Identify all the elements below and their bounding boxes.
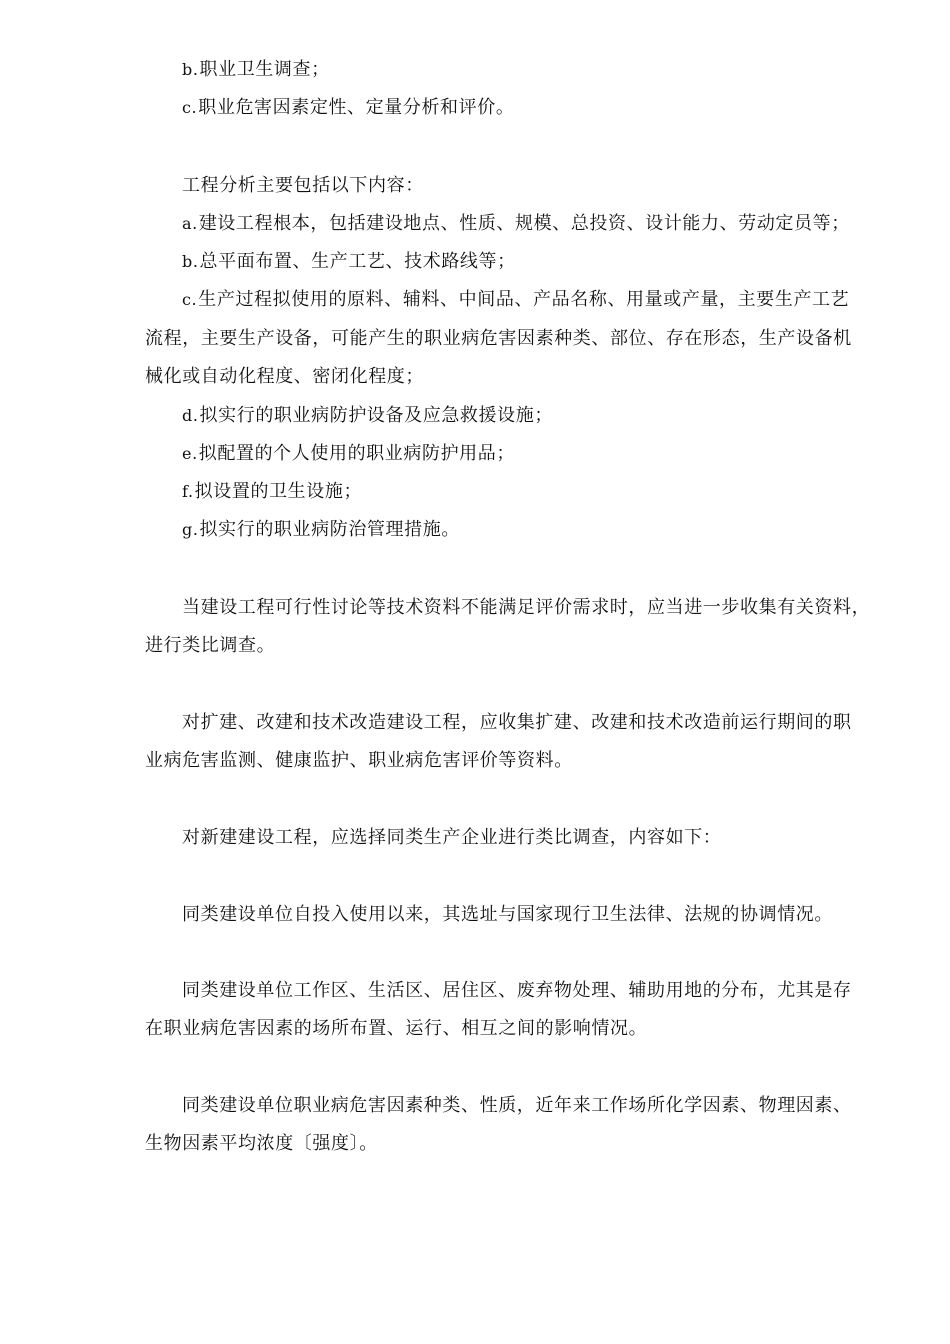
paragraph-line: 当建设工程可行性讨论等技术资料不能满足评价需求时，应当进一步收集有关资料，: [182, 597, 871, 618]
paragraph-line: 同类建设单位自投入使用以来，其选址与国家现行卫生法律、法规的协调情况。: [182, 904, 833, 925]
paragraph-line: 在职业病危害因素的场所布置、运行、相互之间的影响情况。: [145, 1018, 648, 1039]
list-item-c: [182, 288, 932, 312]
list-marker: g.: [182, 520, 199, 539]
paragraph-line: 对新建建设工程，应选择同类生产企业进行类比调查，内容如下：: [182, 827, 722, 848]
list-item-continuation: 械化或自动化程度、密闭化程度；: [145, 366, 424, 387]
list-item-text: 职业卫生调查；: [199, 59, 330, 80]
paragraph-line: 同类建设单位工作区、生活区、居住区、废弃物处理、辅助用地的分布，尤其是存: [182, 980, 852, 1001]
list-item-c: [182, 96, 932, 120]
list-item-g: [182, 518, 932, 542]
list-item-b: [182, 250, 932, 274]
list-item-a: [182, 212, 932, 236]
list-item-text: 职业危害因素定性、定量分析和评价。: [198, 97, 515, 118]
list-marker: c.: [182, 98, 198, 117]
list-marker: f.: [182, 482, 194, 501]
list-marker: c.: [182, 290, 198, 309]
list-item-text: 拟实行的职业病防护设备及应急救援设施；: [199, 405, 553, 426]
list-marker: b.: [182, 60, 199, 79]
paragraph-line: 同类建设单位职业病危害因素种类、性质，近年来工作场所化学因素、物理因素、: [182, 1095, 852, 1116]
list-marker: b.: [182, 252, 199, 271]
section-intro: 工程分析主要包括以下内容：: [182, 175, 424, 196]
list-item-e: [182, 442, 932, 466]
list-item-b: [182, 58, 932, 82]
paragraph-line: 生物因素平均浓度〔强度〕。: [145, 1133, 378, 1154]
list-item-text: 拟配置的个人使用的职业病防护用品；: [198, 443, 515, 464]
paragraph-line: 业病危害监测、健康监护、职业病危害评价等资料。: [145, 750, 573, 771]
list-item-text: 拟实行的职业病防治管理措施。: [199, 519, 460, 540]
list-marker: a.: [182, 214, 198, 233]
paragraph-line: 对扩建、改建和技术改造建设工程，应收集扩建、改建和技术改造前运行期间的职: [182, 712, 852, 733]
list-item-text: 拟设置的卫生设施；: [194, 481, 363, 502]
list-marker: d.: [182, 406, 199, 425]
list-marker: e.: [182, 444, 198, 463]
list-item-f: [182, 480, 932, 504]
list-item-text: 生产过程拟使用的原料、辅料、中间品、产品名称、用量或产量，主要生产工艺: [198, 289, 850, 310]
paragraph-line: 进行类比调查。: [145, 635, 276, 656]
list-item-continuation: 流程，主要生产设备，可能产生的职业病危害因素种类、部位、存在形态，生产设备机: [145, 328, 852, 349]
list-item-text: 总平面布置、生产工艺、技术路线等；: [199, 251, 516, 272]
list-item-text: 建设工程根本，包括建设地点、性质、规模、总投资、设计能力、劳动定员等；: [198, 213, 850, 234]
list-item-d: [182, 404, 932, 428]
